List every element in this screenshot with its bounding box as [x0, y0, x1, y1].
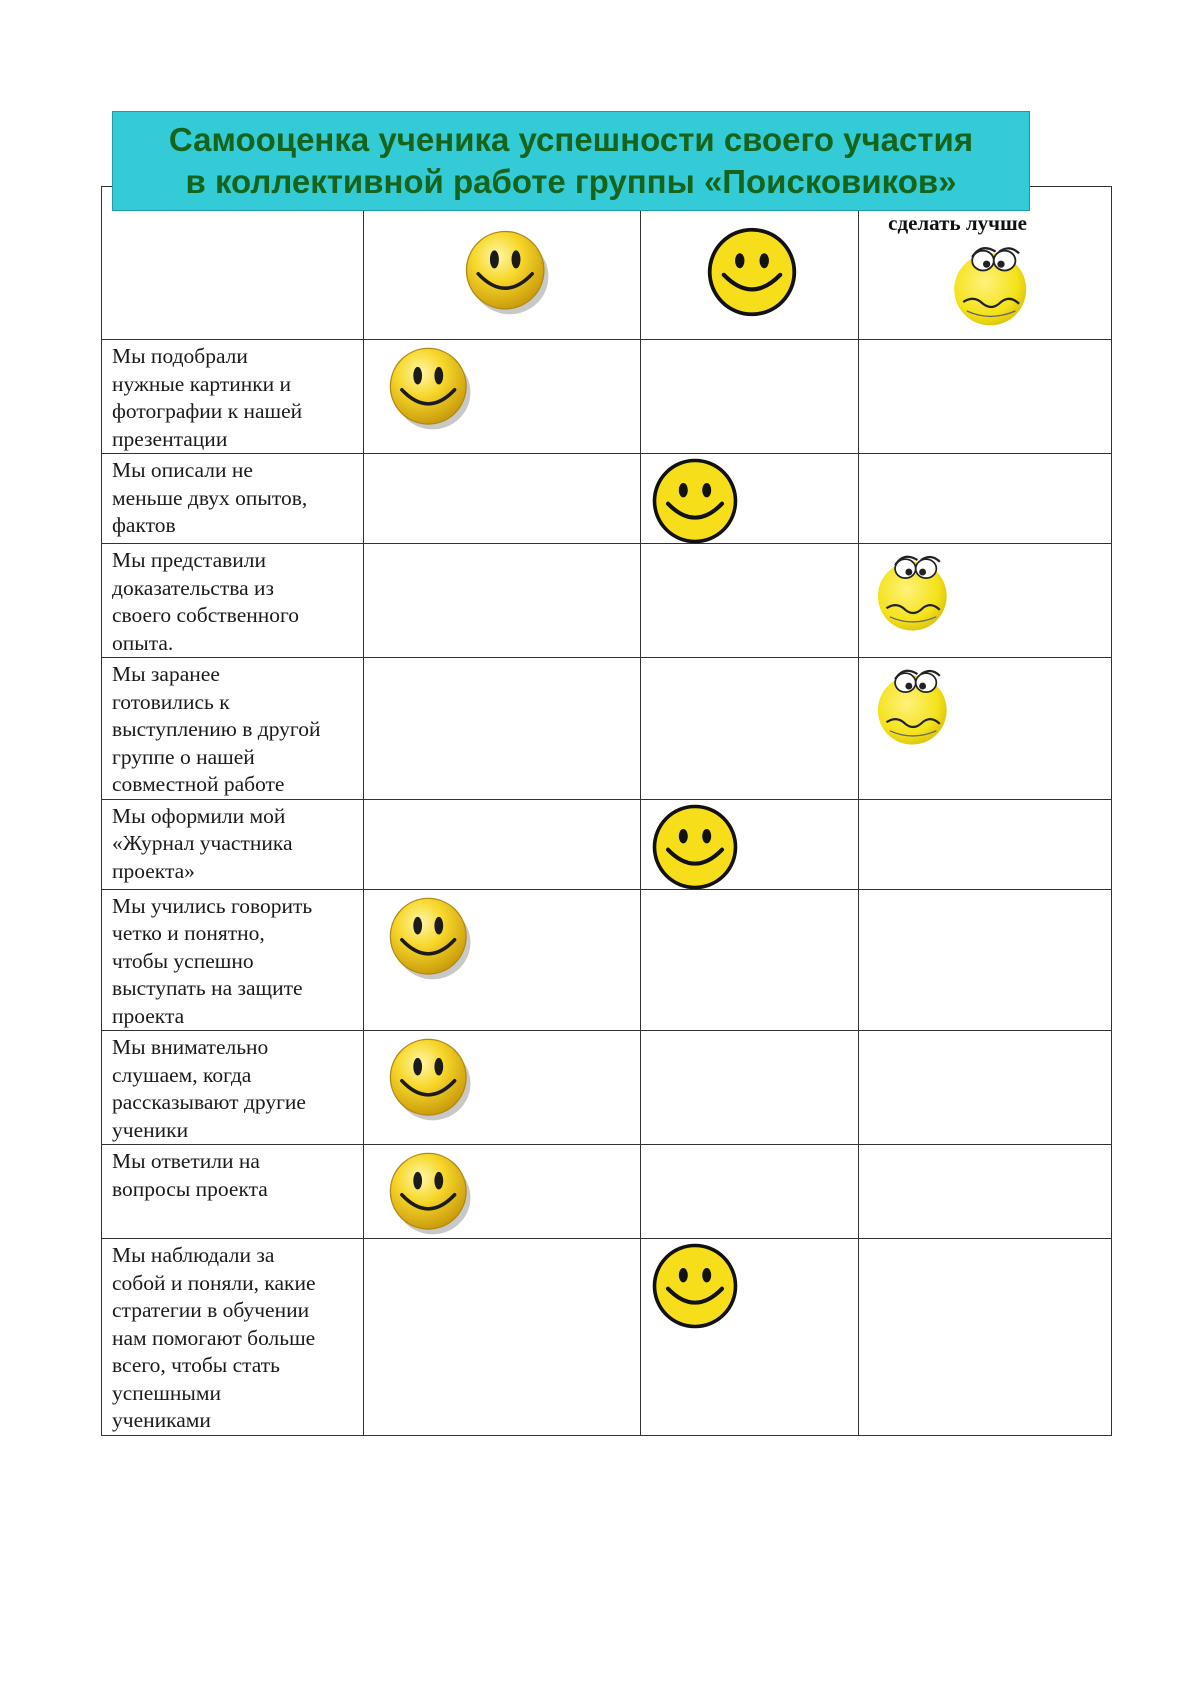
criterion-cell — [102, 1031, 364, 1145]
criterion-cell — [102, 454, 364, 544]
rating-cell-3 — [859, 544, 1112, 658]
criterion-row — [102, 799, 1112, 889]
rating-cell-2 — [641, 340, 859, 454]
rating-cell-1 — [364, 658, 641, 800]
criterion-row — [102, 1239, 1112, 1436]
rating-cell-1 — [364, 889, 641, 1031]
criterion-text: Мы наблюдали за собой и поняли, какие стратегии в обучении нам помогают больше всего, чтобы стать успешными учениками — [112, 1243, 316, 1432]
smiley-flat-icon — [705, 225, 799, 319]
worried-face-icon — [871, 662, 957, 748]
criterion-cell — [102, 1145, 364, 1239]
criterion-text: Мы заранее готовились к выступлению в другой группе о нашей совместной работе — [112, 662, 321, 796]
criterion-text: Мы представили доказательства из своего собственного опыта. — [112, 548, 300, 655]
smiley-glossy-icon — [386, 344, 474, 432]
criterion-text: Мы ответили на вопросы проекта — [112, 1149, 268, 1201]
smiley-flat-icon — [650, 456, 740, 546]
smiley-flat-icon — [650, 1241, 740, 1331]
rating-cell-1 — [364, 1239, 641, 1436]
criterion-text: Мы внимательно слушаем, когда рассказывают другие ученики — [112, 1035, 306, 1142]
criterion-cell — [102, 799, 364, 889]
rating-cell-3 — [859, 658, 1112, 800]
smiley-glossy-icon — [462, 227, 552, 317]
criterion-cell — [102, 889, 364, 1031]
worried-face-icon — [947, 239, 1037, 329]
rating-cell-1 — [364, 1145, 641, 1239]
rating-cell-3 — [859, 454, 1112, 544]
smiley-glossy-icon — [386, 894, 474, 982]
rating-cell-1 — [364, 1031, 641, 1145]
improve-column-label: сделать лучше — [888, 211, 1027, 235]
rating-cell-3 — [859, 340, 1112, 454]
title-line-2: в коллективной работе группы «Поисковиков» — [185, 163, 957, 200]
rating-cell-1 — [364, 454, 641, 544]
smiley-glossy-icon — [386, 1149, 474, 1237]
criterion-row — [102, 658, 1112, 800]
smiley-glossy-icon — [386, 1035, 474, 1123]
rating-cell-3 — [859, 1145, 1112, 1239]
rating-cell-3 — [859, 799, 1112, 889]
rating-cell-2 — [641, 1031, 859, 1145]
criterion-cell — [102, 1239, 364, 1436]
criterion-row — [102, 340, 1112, 454]
criterion-cell — [102, 340, 364, 454]
criterion-row — [102, 1145, 1112, 1239]
smiley-flat-icon — [650, 802, 740, 892]
criterion-row — [102, 454, 1112, 544]
criterion-text: Мы подобрали нужные картинки и фотографии к нашей презентации — [112, 344, 303, 451]
criterion-row — [102, 1031, 1112, 1145]
rating-cell-1 — [364, 340, 641, 454]
self-assessment-table — [101, 186, 1112, 1436]
criterion-row — [102, 889, 1112, 1031]
rating-cell-3 — [859, 1031, 1112, 1145]
criterion-row — [102, 544, 1112, 658]
worried-face-icon — [871, 548, 957, 634]
rating-cell-1 — [364, 799, 641, 889]
criterion-text: Мы описали не меньше двух опытов, фактов — [112, 458, 308, 537]
title-banner — [112, 111, 1030, 211]
rating-cell-2 — [641, 1239, 859, 1436]
rating-cell-3 — [859, 1239, 1112, 1436]
criterion-cell — [102, 544, 364, 658]
rating-cell-2 — [641, 544, 859, 658]
rating-cell-2 — [641, 799, 859, 889]
rating-cell-2 — [641, 1145, 859, 1239]
title-line-1: Самооценка ученика успешности своего участия — [168, 121, 974, 158]
criterion-cell — [102, 658, 364, 800]
criterion-text: Мы оформили мой «Журнал участника проекта» — [112, 803, 293, 883]
rating-cell-2 — [641, 454, 859, 544]
criterion-text: Мы учились говорить четко и понятно, чтобы успешно выступать на защите проекта — [112, 893, 313, 1028]
rating-cell-3 — [859, 889, 1112, 1031]
rating-cell-1 — [364, 544, 641, 658]
rating-cell-2 — [641, 658, 859, 800]
rating-cell-2 — [641, 889, 859, 1031]
